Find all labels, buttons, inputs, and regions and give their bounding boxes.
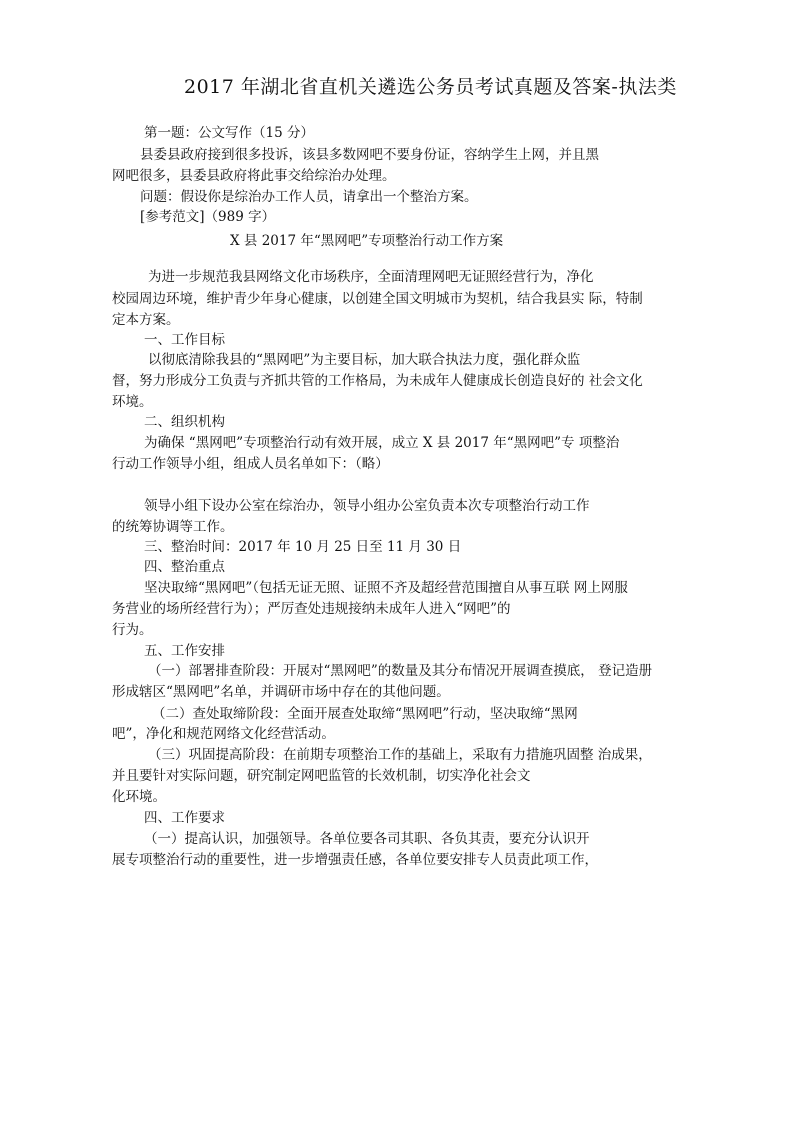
text-line: （一）部署排查阶段：开展对“黑网吧”的数量及其分布情况开展调查摸底， 登记造册 xyxy=(148,663,653,679)
text-line: 县委县政府接到很多投诉，该县多数网吧不要身份证，容纳学生上网，并且黑 xyxy=(140,147,599,163)
text-line: 展专项整治行动的重要性，进一步增强责任感，各单位要安排专人员责此项工作， xyxy=(112,852,598,868)
text-line: 第一题：公文写作（15 分） xyxy=(144,125,314,141)
text-line: 化环境。 xyxy=(112,789,166,805)
text-line: （二）查处取缔阶段：全面开展查处取缔“黑网吧”行动，坚决取缔“黑网 xyxy=(152,706,578,722)
text-line: 环境。 xyxy=(112,394,153,410)
text-line: 坚决取缔“黑网吧”（包括无证无照、证照不齐及超经营范围擅自从事互联 网上网服 xyxy=(144,580,628,596)
section-title: X 县 2017 年“黑网吧”专项整治行动工作方案 xyxy=(230,233,504,249)
text-line: 四、整治重点 xyxy=(144,559,225,575)
text-line: 为进一步规范我县网络文化市场秩序，全面清理网吧无证照经营行为，净化 xyxy=(148,269,594,285)
text-line: 务营业的场所经营行为）；严厉查处违规接纳未成年人进入“网吧”的 xyxy=(112,601,511,617)
text-line: 校园周边环境，维护青少年身心健康，以创建全国文明城市为契机，结合我县实 际，特制 xyxy=(112,291,643,307)
text-line: 以彻底清除我县的“黑网吧”为主要目标，加大联合执法力度，强化群众监 xyxy=(148,352,581,368)
text-line: 网吧很多，县委县政府将此事交给综治办处理。 xyxy=(112,168,396,184)
page-title: 2017 年湖北省直机关遴选公务员考试真题及答案-执法类 xyxy=(184,76,677,98)
text-line: （三）巩固提高阶段：在前期专项整治工作的基础上，采取有力措施巩固整 治成果， xyxy=(148,747,652,763)
text-line: 行为。 xyxy=(112,622,153,638)
text-line: 行动工作领导小组，组成人员名单如下：（略） xyxy=(112,456,389,472)
text-line: 三、整治时间：2017 年 10 月 25 日至 11 月 30 日 xyxy=(144,539,462,555)
text-line: 二、组织机构 xyxy=(144,414,225,430)
text-line: （一）提高认识，加强领导。各单位要各司其职、各负其责，要充分认识开 xyxy=(144,831,590,847)
text-line: 形成辖区“黑网吧”名单，并调研市场中存在的其他问题。 xyxy=(112,684,450,700)
text-line: 一、工作目标 xyxy=(144,332,225,348)
text-line: 四、工作要求 xyxy=(144,810,225,826)
text-line: 为确保 “黑网吧”专项整治行动有效开展，成立 X 县 2017 年“黑网吧”专 项整治 xyxy=(144,435,620,451)
text-line: 领导小组下设办公室在综治办，领导小组办公室负责本次专项整治行动工作 xyxy=(144,498,590,514)
text-line: 定本方案。 xyxy=(112,312,180,328)
text-line: 并且要针对实际问题，研究制定网吧监管的长效机制，切实净化社会文 xyxy=(112,768,531,784)
text-line: 督，努力形成分工负责与齐抓共管的工作格局，为未成年人健康成长创造良好的 社会文化 xyxy=(112,373,643,389)
text-line: 的统筹协调等工作。 xyxy=(112,519,234,535)
text-line: [参考范文]（989 字） xyxy=(140,209,276,225)
text-line: 问题：假设你是综治办工作人员，请拿出一个整治方案。 xyxy=(140,189,478,205)
text-line: 吧”，净化和规范网络文化经营活动。 xyxy=(112,726,335,742)
text-line: 五、工作安排 xyxy=(144,643,225,659)
